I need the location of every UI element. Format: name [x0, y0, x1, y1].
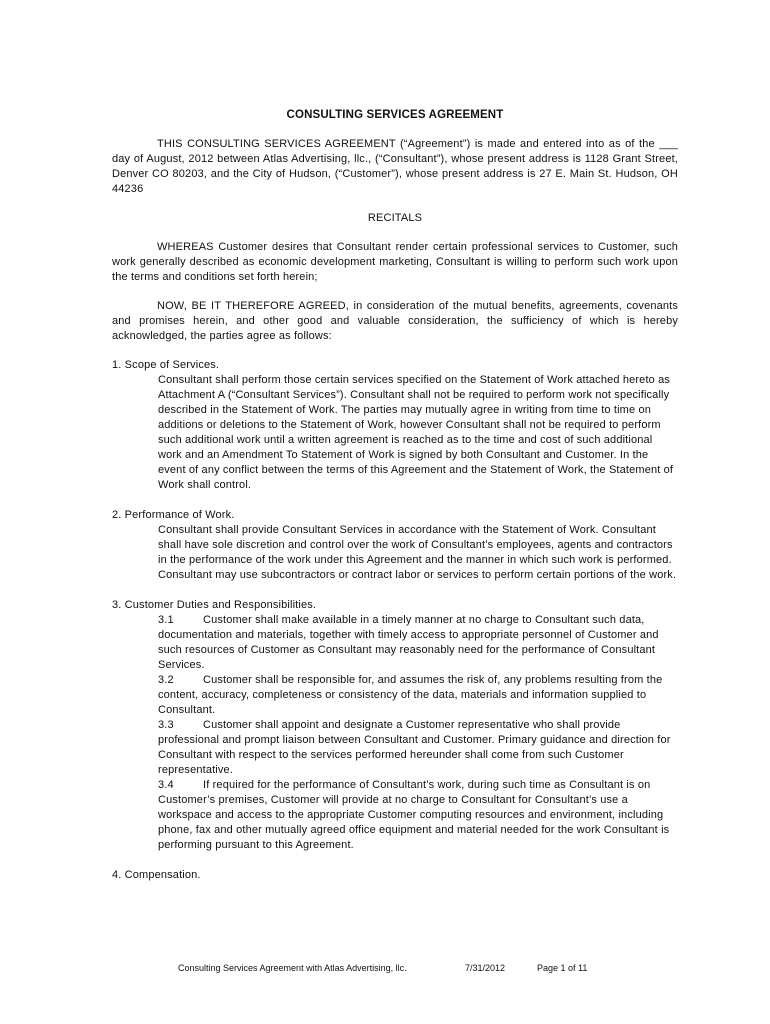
section-items — [158, 613, 678, 853]
section-customer-duties — [112, 598, 678, 853]
sub-item-number: 3.3 — [158, 719, 174, 731]
section-heading: 2. Performance of Work. — [112, 509, 235, 521]
section-scope-of-services — [112, 358, 678, 493]
sub-item-number: 3.2 — [158, 674, 174, 686]
sub-item-number: 3.4 — [158, 779, 174, 791]
section-body: Consultant shall perform those certain services specified on the Statement of Work attached hereto as Attachment A (“Consultant Services”). Consultant shall not be required to perform work not specifically described in the Statement of Work. The parties may mutually agree in writing from time to time on additions or deletions to the Statement of Work, however Consultant shall not be required to perform such additional work until a written agreement is reached as to the time and cost of such additional work and an Amendment To Statement of Work is signed by both Consultant and Customer. In the event of any conflict between the terms of this Agreement and the Statement of Work, the Statement of Work shall control. — [158, 374, 674, 491]
section-compensation — [112, 868, 678, 883]
document-body — [112, 108, 678, 883]
section-heading: 4. Compensation. — [112, 869, 201, 881]
section-performance-of-work — [112, 508, 678, 583]
footer-page-number: Page 1 of 11 — [537, 963, 588, 973]
sub-item-text: If required for the performance of Consultant’s work, during such time as Consultant is on Customer’s premises, Customer will provide at no charge to Consultant for Consultant’s use a workspace and access to the appropriate Customer computing resources and environment, including phone, fax and other mutually agreed office equipment and material needed for the work Consultant is performing pursuant to this Agreement. — [158, 779, 670, 851]
section-heading: 1. Scope of Services. — [112, 359, 220, 371]
sub-item-text: Customer shall be responsible for, and assumes the risk of, any problems resulting from the content, accuracy, completeness or consistency of the data, materials and information supplied to Consultant. — [158, 674, 663, 716]
sub-item — [158, 718, 678, 778]
sub-item-number: 3.1 — [158, 614, 174, 626]
document-title: CONSULTING SERVICES AGREEMENT — [286, 109, 504, 121]
intro-paragraph: THIS CONSULTING SERVICES AGREEMENT (“Agreement”) is made and entered into as of the ___ day of August, 2012 between Atlas Advertising, llc., (“Consultant”), whose present address is 1128 Grant Street, Denver CO 80203, and the City of Hudson, (“Customer”), whose present address is 27 E. Main St. Hudson, OH 44236 — [112, 138, 678, 195]
sub-item-text: Customer shall appoint and designate a Customer representative who shall provide professional and prompt liaison between Consultant and Customer. Primary guidance and direction for Consultant with respect to the services performed hereunder shall come from such Customer representative. — [158, 719, 671, 776]
sub-item-text: Customer shall make available in a timely manner at no charge to Consultant such data, documentation and materials, together with timely access to appropriate personnel of Customer and such resources of Customer as Consultant may reasonably need for the performance of Consultant Services. — [158, 614, 659, 671]
footer-document-name: Consulting Services Agreement with Atlas Advertising, llc. — [178, 963, 407, 973]
sub-item — [158, 613, 678, 673]
footer-date: 7/31/2012 — [465, 963, 506, 973]
now-therefore-paragraph: NOW, BE IT THEREFORE AGREED, in consideration of the mutual benefits, agreements, covenants and promises herein, and other good and valuable consideration, the sufficiency of which is hereby acknowledged, the parties agree as follows: — [112, 300, 678, 342]
recitals-heading: RECITALS — [367, 212, 423, 224]
sub-item — [158, 673, 678, 718]
whereas-paragraph: WHEREAS Customer desires that Consultant render certain professional services to Customer, such work generally described as economic development marketing, Consultant is willing to perform such work upon the terms and conditions set forth herein; — [112, 241, 678, 283]
sub-item — [158, 778, 678, 853]
section-body: Consultant shall provide Consultant Services in accordance with the Statement of Work. Consultant shall have sole discretion and control over the work of Consultant’s employees, agents and contractors in the performance of the work under this Agreement and the manner in which such work is performed. Consultant may use subcontractors or contract labor or services to perform certain portions of the work. — [158, 524, 677, 581]
section-heading: 3. Customer Duties and Responsibilities. — [112, 599, 317, 611]
